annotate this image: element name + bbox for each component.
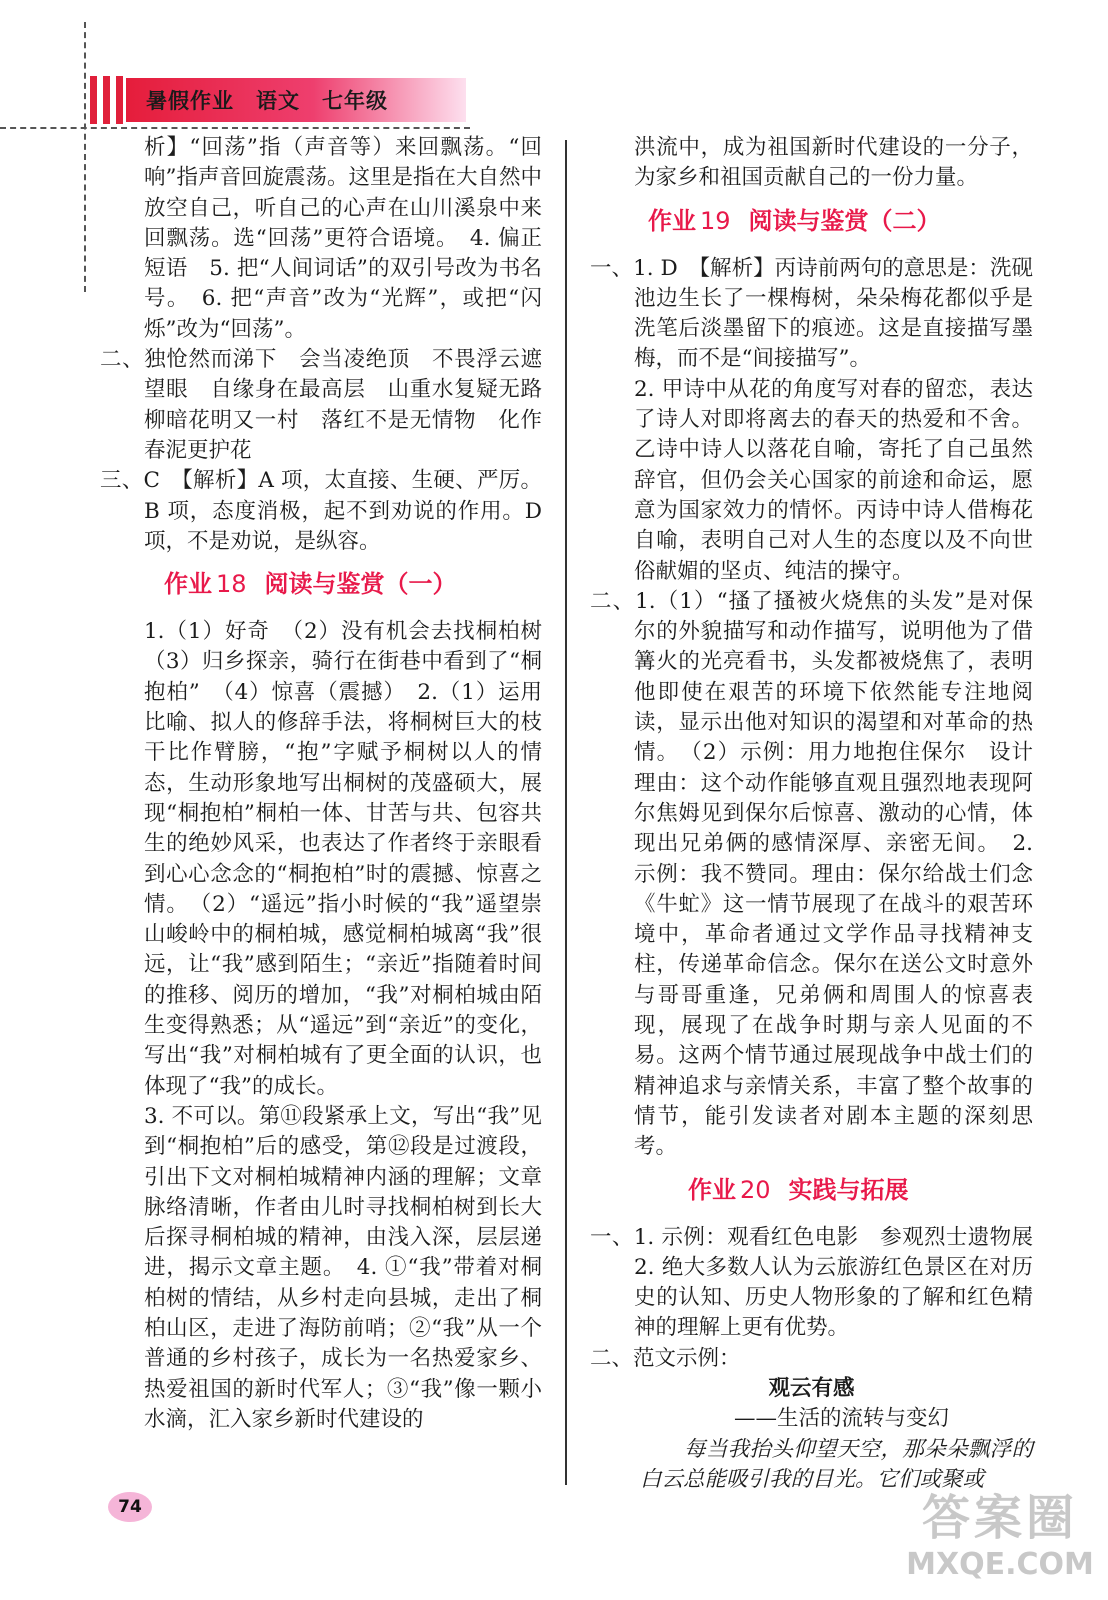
section-18-answers-2: 3. 不可以。第⑪段紧承上文，写出“我”见到“桐抱柏”后的感受，第⑫段是过渡段，引出下文对桐柏城精神内涵的理解；文章脉络清晰，作者由儿时寻找桐柏树到长大后探寻桐柏城的精神，由浅入深，层层递进，揭示文章主题。 4. ①“我”带着对桐柏树的情结，从乡村走向县城，走出了桐柏山区，走进了海防前哨；②“我”从一个普通的乡村孩子，成长为一名热爱家乡、热爱祖国的新时代军人；③“我”像一颗小水滴，汇入家乡新时代建设的 — [144, 1103, 542, 1432]
section-20-answers-1: 一、1. 示例：观看红色电影 参观烈士遗物展 2. 绝大多数人认为云旅游红色景区在对历史的认知、历史人物形象的了解和红色精神的理解上更有优势。 — [590, 1224, 1055, 1341]
watermark-bottom: MXQE.COM — [906, 1547, 1094, 1582]
essay-text: 每当我抬头仰望天空，那朵朵飘浮的白云总能吸引我的目光。它们或聚或 — [640, 1436, 1033, 1492]
section-18-heading — [100, 567, 542, 601]
section-19-heading — [590, 204, 1033, 238]
answer-part-2: 二、独怆然而涕下 会当凌绝顶 不畏浮云遮望眼 自缘身在最高层 山重水复疑无路 柳暗花明又一村 落红不是无情物 化作春泥更护花 — [100, 347, 564, 463]
header-banner — [126, 78, 466, 122]
grade: 七年级 — [322, 89, 388, 113]
essay-title: 观云有感 — [768, 1375, 855, 1401]
section-19-answers-2: 2. 甲诗中从花的角度写对春的留恋，表达了诗人对即将离去的春天的热爱和不舍。乙诗中诗人以落花自喻，寄托了自己虽然辞官，但仍会关心国家的前途和命运，愿意为国家效力的情怀。丙诗中诗人借梅花自喻，表明自己对人生的态度以及不向世俗献媚的坚贞、纯洁的操守。 — [634, 376, 1033, 584]
left-column — [100, 133, 564, 1435]
section-title: 阅读与鉴赏（二） — [748, 206, 941, 235]
dashed-horizontal-rule — [0, 127, 470, 129]
section-18-answers-1: 1.（1）好奇 （2）没有机会去找桐柏树 （3）归乡探亲，骑行在街巷中看到了“桐抱柏” （4）惊喜（震撼） 2.（1）运用比喻、拟人的修辞手法，将桐树巨大的枝干比作臂膀，“抱”字赋予桐树以人的情态，生动形象地写出桐树的茂盛硕大，展现“桐抱柏”桐柏一体、甘苦与共、包容共生的绝妙风采，也表达了作者终于亲眼看到心心念念的“桐抱柏”时的震撼、惊喜之情。 （2）“遥远”指小时候的“我”遥望崇山峻岭中的桐柏城，感觉桐柏城离“我”很远，让“我”感到陌生；“亲近”指随着时间的推移、阅历的增加，“我”对桐柏城由陌生变得熟悉；从“遥远”到“亲近”的变化，写出“我”对桐柏城有了更全面的认识，也体现了“我”的成长。 — [144, 619, 564, 1099]
right-column — [590, 133, 1055, 1495]
subject: 语文 — [256, 89, 300, 113]
section-20-answers-2: 二、范文示例： — [590, 1345, 741, 1371]
section-number: 20 — [740, 1175, 771, 1204]
section-label: 作业 — [164, 570, 212, 599]
section-label: 作业 — [648, 206, 696, 235]
answer-part-3: 三、C 【解析】A 项，太直接、生硬、严厉。B 项，态度消极，起不到劝说的作用。D 项，不是劝说，是纵容。 — [100, 468, 542, 554]
essay-subtitle: ——生活的流转与变幻 — [733, 1406, 949, 1432]
section-label: 作业 — [688, 1175, 736, 1204]
section-20-heading — [590, 1173, 1033, 1207]
page-number: 74 — [108, 1492, 152, 1522]
section-title: 阅读与鉴赏（一） — [264, 570, 457, 599]
section-title: 实践与拓展 — [788, 1175, 909, 1204]
section-19-answers-1: 一、1. D 【解析】丙诗前两句的意思是：洗砚池边生长了一棵梅树，朵朵梅花都似乎是洗笔后淡墨留下的痕迹。这是直接描写墨梅，而不是“间接描写”。 — [590, 255, 1033, 372]
answer-continued: 析】“回荡”指（声音等）来回飘荡。“回响”指声音回旋震荡。这里是指在大自然中放空自己，听自己的心声在山川溪泉中来回飘荡。选“回荡”更符合语境。 4. 偏正短语 5. 把“人间词话”的双引号改为书名号。 6. 把“声音”改为“光辉”，或把“闪烁”改为“回荡”。 — [144, 135, 542, 342]
section-19-answers-3: 二、1.（1）“搔了搔被火烧焦的头发”是对保尔的外貌描写和动作描写，说明他为了借篝火的光亮看书，头发都被烧焦了，表明他即使在艰苦的环境下依然能专注地阅读，显示出他对知识的渴望和对革命的热情。 （2）示例：用力地抱住保尔 设计理由：这个动作能够直观且强烈地表现阿尔焦姆见到保尔后惊喜、激动的心情，体现出兄弟俩的感情深厚、亲密无间。 2. 示例：我不赞同。理由：保尔给战士们念《牛虻》这一情节展现了在战斗的艰苦环境中，革命者通过文学作品寻找精神支柱，传递革命信念。保尔在送公文时意外与哥哥重逢，兄弟俩和周围人的惊喜表现，展现了在战争时期与亲人见面的不易。这两个情节通过展现战争中战士们的精神追求与亲情关系，丰富了整个故事的情节，能引发读者对剧本主题的深刻思考。 — [590, 588, 1033, 1160]
answer-continued: 洪流中，成为祖国新时代建设的一分子，为家乡和祖国贡献自己的一份力量。 — [634, 135, 1033, 191]
section-number: 18 — [216, 570, 247, 599]
watermark-top: 答案圈 — [921, 1490, 1078, 1546]
header-stripes — [90, 76, 123, 124]
book-title: 暑假作业 — [146, 89, 234, 113]
watermark-logo — [900, 1488, 1100, 1598]
dashed-vertical-rule — [84, 22, 86, 292]
column-divider — [565, 140, 567, 1485]
section-number: 19 — [700, 206, 731, 235]
